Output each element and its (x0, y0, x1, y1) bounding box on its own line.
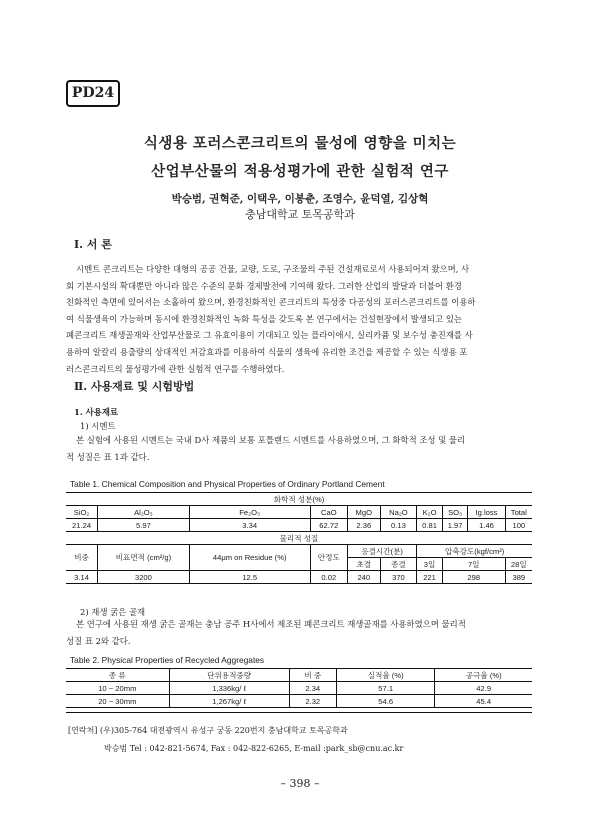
contact-footer (66, 712, 532, 753)
chem-val: 3.34 (189, 519, 310, 532)
t2-header: 실적율 (%) (336, 669, 434, 682)
intro-line: 여 식물생육이 가능하며 동시에 환경친화적인 녹화 특성을 갖도록 본 연구에서는 건설현장에서 발생되고 있는 (66, 313, 463, 324)
intro-line: 폐콘크리트 재생골재와 산업부산물로 그 유효이용이 기대되고 있는 플라이애시, 실리카퓸 및 보수성 충진재를 사 (66, 330, 473, 341)
contact-address: [연락처] (우)305-764 대전광역시 유성구 궁동 220번지 충남대학교 토목공학과 (68, 726, 348, 735)
aggregate-line: 성질 표 2와 같다. (66, 635, 131, 646)
t2-cell: 2.32 (289, 695, 336, 708)
table-1 (66, 492, 532, 584)
contact-phone-email: 박승범 Tel : 042-821-5674, Fax : 042-822-6265, E-mail :park_sb@cnu.ac.kr (104, 744, 404, 753)
phys-val: 3.14 (74, 572, 89, 582)
table-2 (66, 668, 532, 708)
phys-val: 389 (505, 571, 532, 584)
chem-val: 2.36 (347, 519, 380, 532)
chem-val: 5.97 (98, 519, 190, 532)
subsection-cement-heading: 1) 시멘트 (80, 421, 116, 431)
affiliation: 충남대학교 토목공학과 (245, 208, 355, 221)
title-line-2: 산업부산물의 적용성평가에 관한 실험적 연구 (151, 163, 449, 180)
chem-col: SiO₂ (66, 506, 98, 519)
phys-val: 298 (442, 571, 505, 584)
chem-val: 62.72 (310, 519, 347, 532)
t2-cell: 20 ~ 30mm (98, 696, 137, 706)
chem-val: 100 (505, 519, 532, 532)
cement-line: 적 성질은 표 1과 같다. (66, 451, 150, 462)
intro-paragraph (66, 261, 532, 377)
chem-val: 1.97 (442, 519, 468, 532)
t2-cell: 1,336kg/ ℓ (169, 682, 289, 695)
intro-line: 시멘트 콘크리트는 다양한 대형의 공공 건물, 교량, 도로, 구조물의 주된 건설재료로서 사용되어져 왔으며, 사 (76, 264, 470, 274)
chem-col: SO₃ (442, 506, 468, 519)
chem-col: Ig.loss (468, 506, 505, 519)
chem-col: Fe₂O₃ (189, 506, 310, 519)
authors: 박승범, 권혁준, 이택우, 이봉춘, 조영수, 윤덕열, 김상혁 (171, 193, 429, 205)
chem-col: MgO (347, 506, 380, 519)
chem-val: 0.13 (380, 519, 417, 532)
t2-header: 공극율 (%) (435, 669, 532, 682)
t2-cell: 57.1 (336, 682, 434, 695)
col-residue: 44μm on Residue (%) (189, 545, 310, 571)
intro-line: 회 기본시설의 확대뿐만 아니라 많은 수준의 문화 경제발전에 기여해 왔다. 그러한 산업의 발달과 더불어 환경 (66, 280, 462, 291)
subsection-aggregate-heading: 2) 재생 굵은 골재 (80, 607, 146, 617)
col-28d: 28일 (505, 558, 532, 571)
chem-val: 0.81 (417, 519, 443, 532)
aggregate-paragraph (66, 616, 532, 649)
col-7d: 7일 (442, 558, 505, 571)
t2-cell: 1,267kg/ ℓ (169, 695, 289, 708)
section-1-heading: Ⅰ. 서 론 (74, 238, 112, 251)
col-final: 종결 (380, 558, 417, 571)
phys-val: 12.5 (189, 571, 310, 584)
subsection-1-heading: 1. 사용재료 (74, 407, 119, 417)
aggregate-line: 본 연구에 사용된 재생 굵은 골재는 충남 공주 H사에서 제조된 폐콘크리트 재생골재를 사용하였으며 물리적 (76, 619, 466, 629)
cement-line: 본 실험에 사용된 시멘트는 국내 D사 제품의 보통 포틀랜드 시멘트를 사용하였으며, 그 화학적 조성 및 물리 (76, 435, 466, 445)
col-density: 비중 (66, 545, 98, 571)
t2-cell: 45.4 (435, 695, 532, 708)
phys-val: 221 (417, 571, 443, 584)
col-blaine: 비표면적 (cm²/g) (98, 545, 190, 571)
chem-header: 화학적 성분(%) (66, 493, 532, 506)
page-number: – 398 – (280, 777, 320, 790)
t2-cell: 2.34 (289, 682, 336, 695)
table-1-caption: Table 1. Chemical Composition and Physical Properties of Ordinary Portland Cement (70, 479, 385, 489)
t2-header: 종 류 (66, 669, 169, 682)
chem-col: K₂O (417, 506, 443, 519)
col-3d: 3일 (417, 558, 443, 571)
col-soundness: 안정도 (310, 545, 347, 571)
phys-header: 물리적 성질 (66, 532, 532, 545)
phys-val: 3200 (98, 571, 190, 584)
chem-col: Total (505, 506, 532, 519)
cement-paragraph (66, 432, 532, 465)
phys-val: 240 (347, 571, 380, 584)
col-initial: 초결 (347, 558, 380, 571)
t2-cell: 10 ~ 20mm (66, 682, 169, 695)
section-2-heading: Ⅱ. 사용재료 및 시험방법 (74, 380, 195, 393)
t2-header: 단위용적중량 (169, 669, 289, 682)
intro-line: 러스콘크리트의 물성평가에 관한 실험적 연구를 수행하였다. (66, 363, 285, 374)
col-strength: 압축강도(kgf/cm²) (417, 545, 532, 558)
chem-val: 1.46 (468, 519, 505, 532)
chem-val: 21.24 (66, 519, 98, 532)
t2-cell: 54.6 (336, 695, 434, 708)
chem-col: Al₂O₃ (98, 506, 190, 519)
table-2-caption: Table 2. Physical Properties of Recycled Aggregates (70, 655, 265, 665)
t2-header: 비 중 (289, 669, 336, 682)
title-line-1: 식생용 포러스콘크리트의 물성에 영향을 미치는 (143, 135, 457, 152)
t2-cell: 42.9 (435, 682, 532, 695)
intro-line: 친화적인 측면에 있어서는 소홀하여 왔으며, 환경친화적인 콘크리트의 특성중 다공성의 포러스콘크리트를 이용하 (66, 297, 476, 308)
chem-col: CaO (310, 506, 347, 519)
col-setting: 응결시간(분) (347, 545, 416, 558)
paper-code-box: PD24 (66, 80, 120, 107)
phys-val: 0.02 (310, 571, 347, 584)
phys-val: 370 (380, 571, 417, 584)
intro-line: 용하여 알칼리 용출량의 상대적인 저감효과를 이용하여 식물의 생육에 유리한 조건을 제공할 수 있는 식생용 포 (66, 346, 468, 357)
chem-col: Na₂O (380, 506, 417, 519)
